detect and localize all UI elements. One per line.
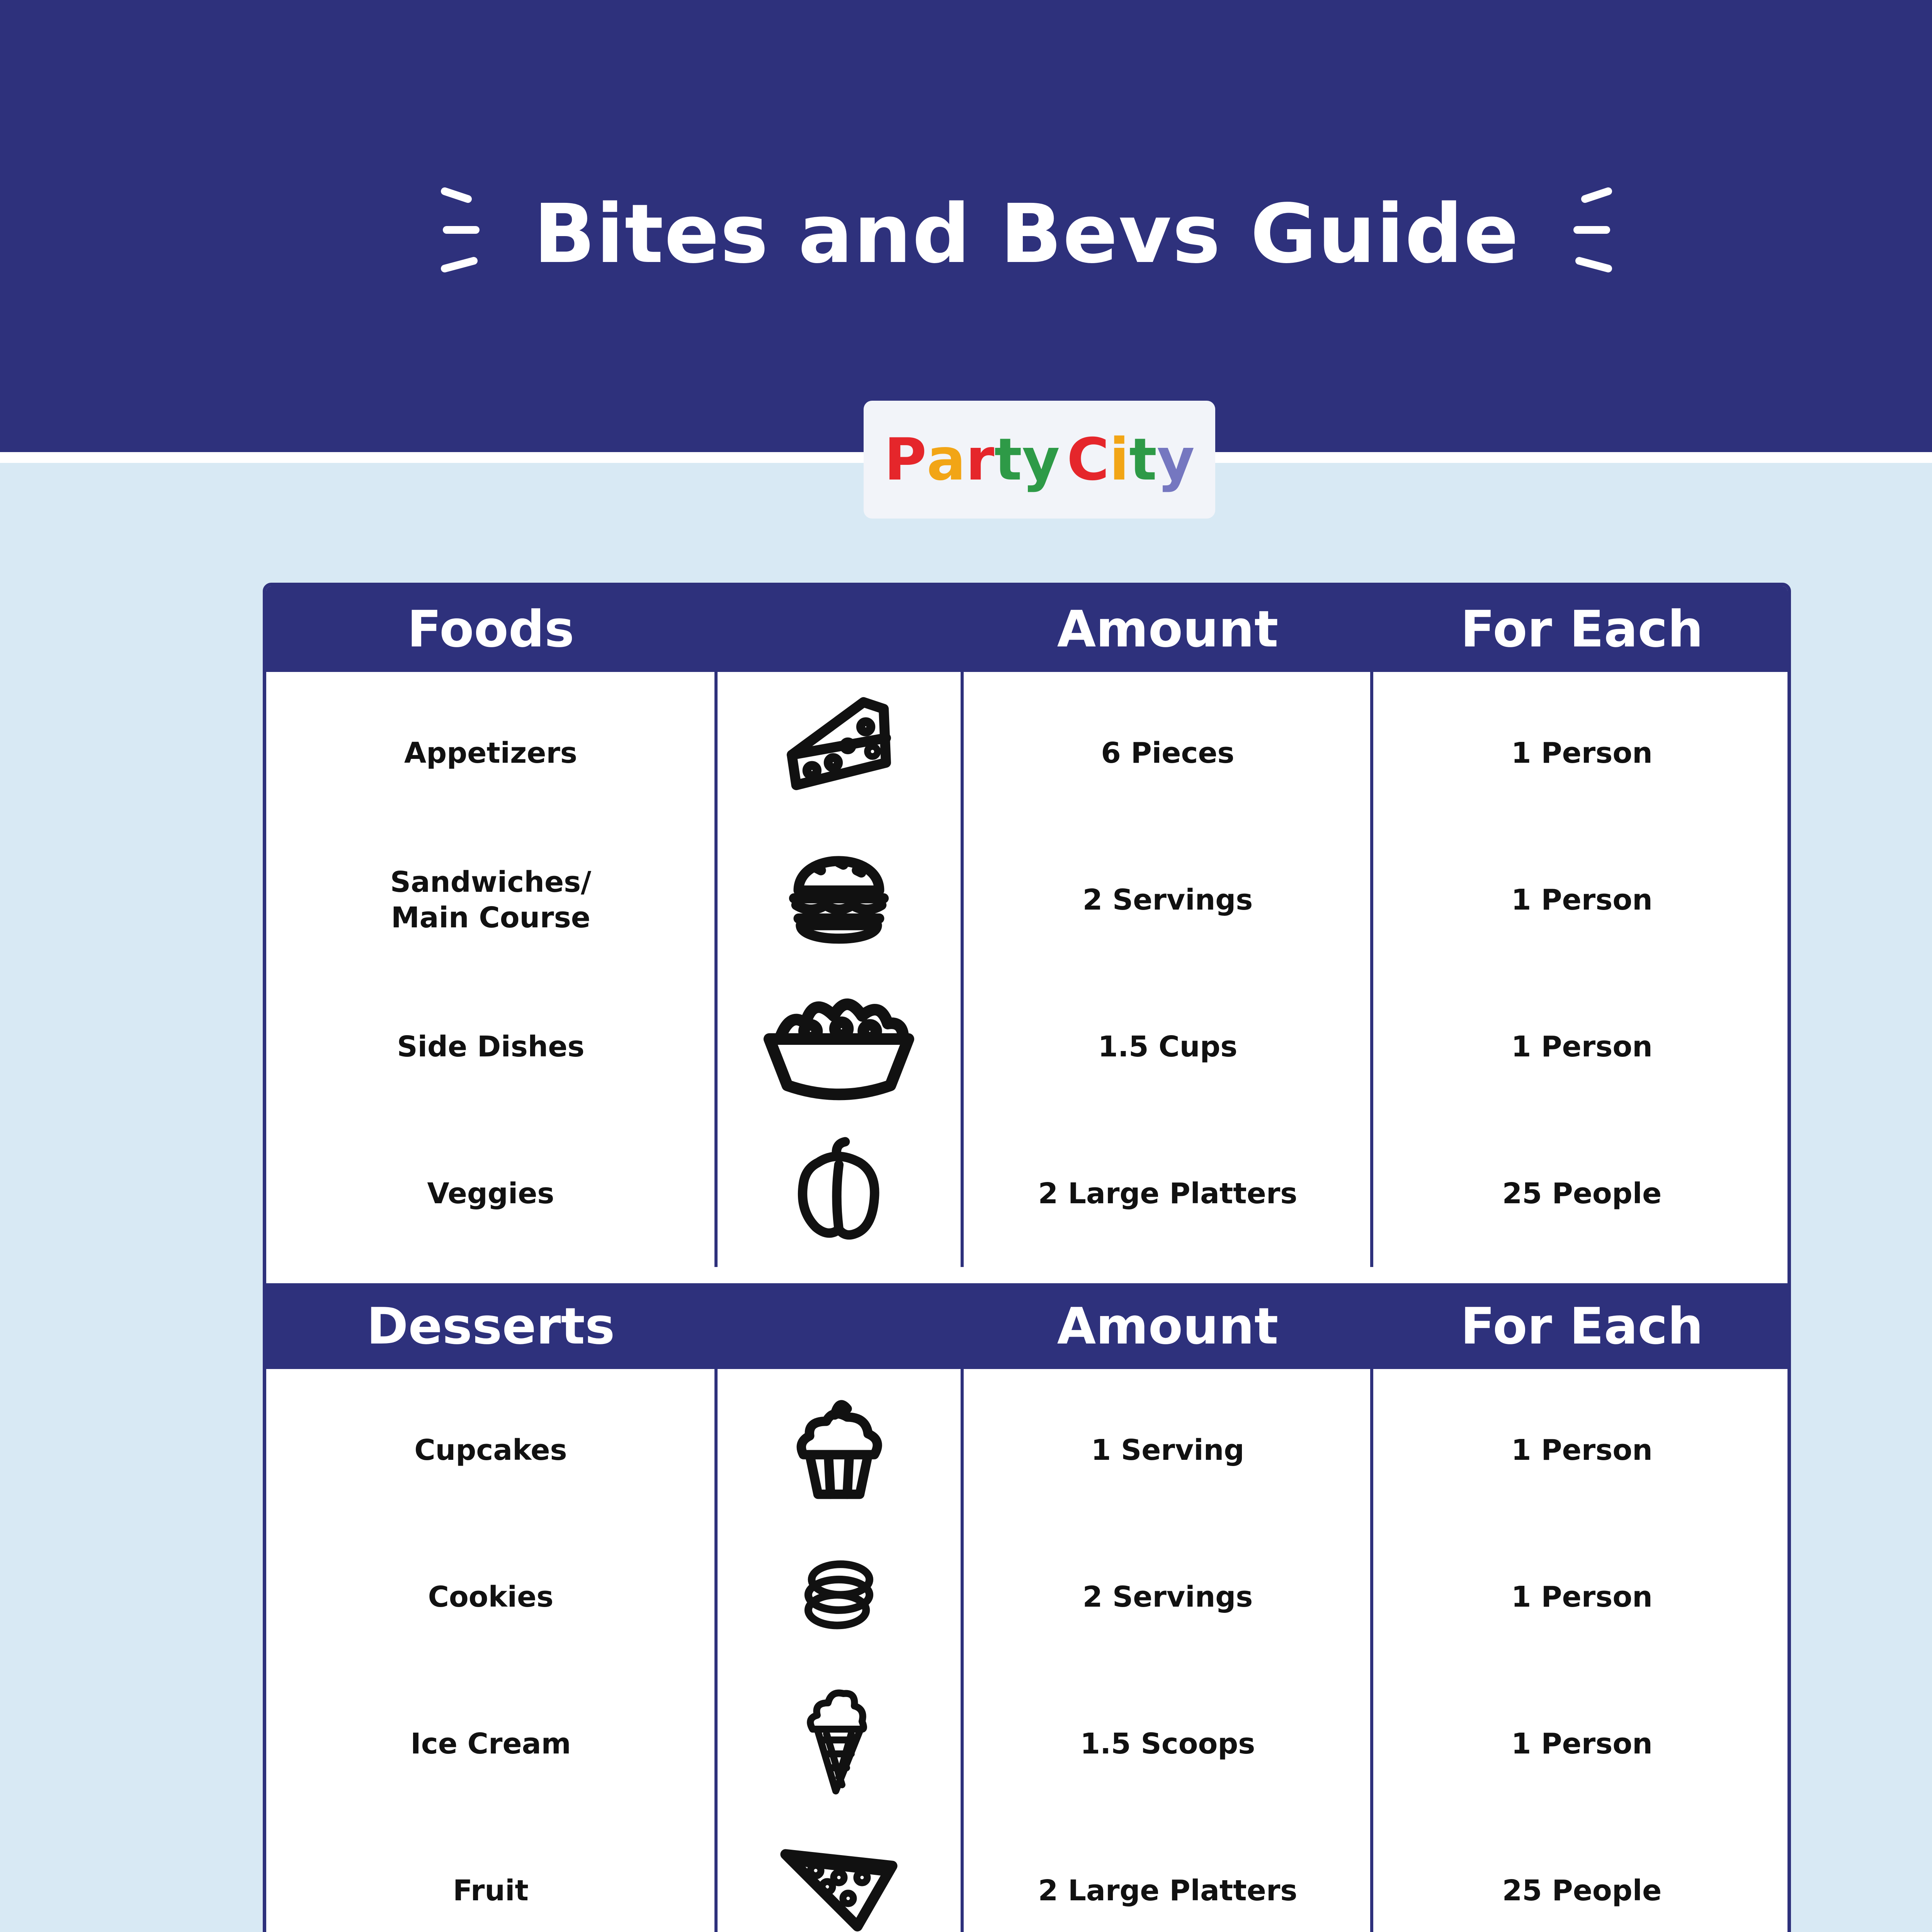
cookies-icon [791,1551,887,1636]
bell-pepper-icon [787,1128,891,1252]
item-name [266,1120,715,1267]
item-name-text: Appetizers [404,736,577,770]
item-name [266,973,715,1120]
salad-bowl-icon [748,985,930,1101]
ice-cream-cone-icon [800,1657,878,1823]
item-name [266,680,715,827]
for-each-value [1373,973,1791,1120]
section-title: Desserts [366,1297,615,1355]
amount-value [963,827,1373,973]
item-name-text: Sandwiches/ Main Course [390,866,592,934]
amount-value-text: 2 Servings [1082,883,1253,917]
logo-letter: t [1129,426,1157,493]
for-each-value-text: 1 Person [1511,883,1653,917]
page-title: Bites and Bevs Guide [533,186,1520,281]
item-name [266,1377,715,1524]
item-name [266,827,715,973]
amount-value [963,1670,1373,1817]
for-each-value [1373,1817,1791,1932]
party-city-logo [864,401,1215,519]
item-name-text: Veggies [427,1177,554,1210]
bites-bevs-table [263,583,1791,1932]
for-each-value-text: 1 Person [1511,1434,1653,1467]
item-name-text: Fruit [453,1874,529,1907]
watermelon-slice-icon [781,1840,897,1932]
item-name [266,1670,715,1817]
amount-value-text: 1 Serving [1091,1434,1245,1467]
for-each-value [1373,1524,1791,1670]
amount-value [963,1524,1373,1670]
logo-letter: y [1157,426,1195,493]
for-each-value [1373,1120,1791,1267]
item-name [266,1524,715,1670]
logo-letter: y [1022,426,1060,493]
amount-value-text: 1.5 Cups [1098,1030,1238,1063]
for-each-value [1373,1377,1791,1524]
logo-letter: i [1109,426,1129,493]
logo-letter: P [884,426,927,493]
burger-icon [775,840,903,952]
amount-value [963,1377,1373,1524]
amount-value-text: 1.5 Scoops [1080,1727,1255,1760]
item-name-text: Cupcakes [414,1434,567,1467]
amount-column-header: Amount [1057,600,1279,658]
item-name-text: Ice Cream [410,1727,571,1760]
amount-value-text: 6 Pieces [1101,736,1235,770]
item-name-text: Side Dishes [397,1030,585,1063]
logo-letter: a [927,426,966,493]
logo-letter: t [994,426,1022,493]
amount-value-text: 2 Large Platters [1038,1177,1298,1210]
amount-value-text: 2 Servings [1082,1580,1253,1614]
section-title: Foods [407,600,575,658]
for-each-column-header: For Each [1460,600,1704,658]
sparkle-left-icon [437,176,487,292]
amount-column-header: Amount [1057,1297,1279,1355]
title-row [0,170,1932,298]
cheese-icon [767,693,910,805]
item-name [266,1817,715,1932]
section-header-desserts [266,1283,1787,1369]
for-each-value-text: 1 Person [1511,736,1653,770]
item-name-text: Cookies [428,1580,554,1614]
amount-value [963,1120,1373,1267]
for-each-column-header: For Each [1460,1297,1704,1355]
for-each-value-text: 1 Person [1511,1580,1653,1614]
for-each-value [1373,1670,1791,1817]
section-header-foods [266,586,1787,672]
for-each-value-text: 25 People [1502,1177,1662,1210]
amount-value [963,973,1373,1120]
for-each-value-text: 1 Person [1511,1030,1653,1063]
amount-value-text: 2 Large Platters [1038,1874,1298,1907]
logo-letter: r [966,426,995,493]
for-each-value [1373,827,1791,973]
for-each-value [1373,680,1791,827]
sparkle-right-icon [1566,176,1616,292]
cupcake-icon [787,1384,891,1508]
logo-letter: C [1066,426,1109,493]
for-each-value-text: 1 Person [1511,1727,1653,1760]
amount-value [963,1817,1373,1932]
amount-value [963,680,1373,827]
for-each-value-text: 25 People [1502,1874,1662,1907]
